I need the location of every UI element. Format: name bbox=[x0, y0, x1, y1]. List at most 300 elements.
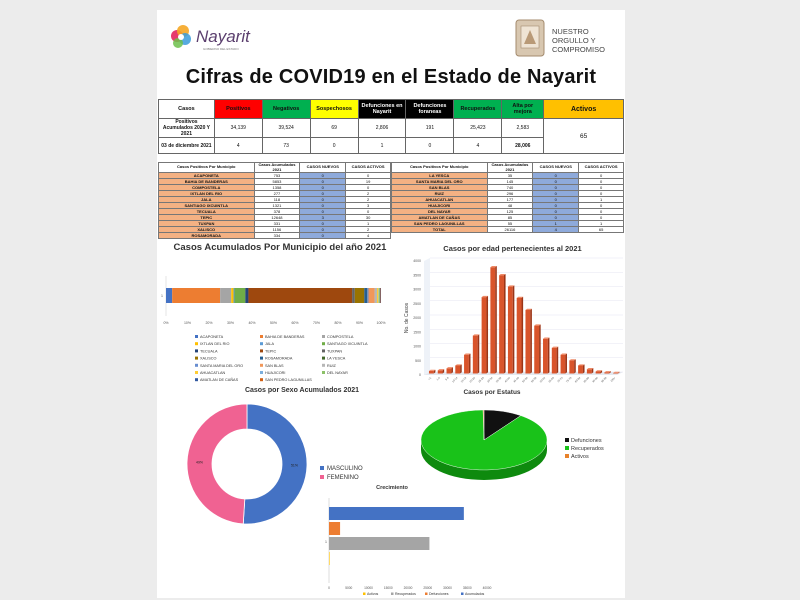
x-tick-label: 80% bbox=[334, 321, 342, 325]
legend-swatch bbox=[260, 371, 263, 374]
x-tick-label: 10-14 bbox=[451, 376, 459, 384]
row2-sospechosos: 0 bbox=[310, 138, 358, 154]
x-tick-label: 0 bbox=[328, 586, 330, 590]
legend-label: IXTLAN DEL RIO bbox=[200, 342, 230, 347]
summary-header-row bbox=[159, 100, 624, 119]
casos-acumulados: 118 bbox=[254, 197, 300, 203]
legend-swatch bbox=[260, 335, 263, 338]
casos-nuevos: 0 bbox=[533, 173, 579, 179]
muni-left-h0: Casos Positivos Por Municipio bbox=[159, 163, 255, 173]
municipio-name: LA YESCA bbox=[392, 173, 488, 179]
casos-acumulados: 145 bbox=[487, 179, 533, 185]
x-tick-label: 10000 bbox=[364, 586, 373, 590]
x-tick-label: 1-4 bbox=[436, 376, 441, 382]
x-tick-label: 60-64 bbox=[539, 376, 547, 384]
legend-swatch bbox=[260, 357, 263, 360]
casos-acumulados: 1358 bbox=[254, 185, 300, 191]
casos-activos: 2 bbox=[346, 197, 391, 203]
x-tick-label: 15-19 bbox=[460, 376, 468, 384]
casos-acumulados: 12648 bbox=[254, 215, 300, 221]
x-tick-label: 30000 bbox=[443, 586, 452, 590]
header-recuperados: Recuperados bbox=[454, 100, 502, 119]
y-tick-label: 2000 bbox=[413, 316, 421, 320]
chart-estatus bbox=[419, 400, 624, 500]
bar-segment-10 bbox=[364, 288, 367, 303]
bar-segment-18 bbox=[380, 288, 381, 303]
casos-nuevos: 0 bbox=[533, 197, 579, 203]
casos-nuevos: 0 bbox=[300, 209, 346, 215]
legend-swatch bbox=[260, 378, 263, 381]
chart-municipio-title: Casos Acumulados Por Municipio del año 2021 bbox=[173, 242, 387, 253]
row2-label: 03 de diciembre 2021 bbox=[159, 138, 215, 154]
header-defunciones-foraneas: Defunciones foraneas bbox=[406, 100, 454, 119]
legend-label: SANTIAGO IXCUINTLA bbox=[327, 342, 368, 347]
x-tick-label: 20% bbox=[205, 321, 213, 325]
x-tick-label: 60% bbox=[291, 321, 299, 325]
casos-nuevos: 0 bbox=[300, 221, 346, 227]
row1-negativos: 39,524 bbox=[262, 119, 310, 138]
casos-activos: 0 bbox=[346, 185, 391, 191]
legend-swatch bbox=[195, 349, 198, 352]
municipio-name: ROSAMORADA bbox=[159, 233, 255, 239]
summary-row-acumulados bbox=[159, 119, 624, 138]
crecimiento-bar-acumulados bbox=[329, 507, 464, 520]
row1-defunciones-nayarit: 2,806 bbox=[358, 119, 406, 138]
casos-activos: 0 bbox=[579, 215, 624, 221]
x-tick-label: 100+ bbox=[610, 376, 617, 383]
casos-nuevos: 0 bbox=[533, 179, 579, 185]
x-tick-label: 20-24 bbox=[469, 376, 476, 384]
muni-right-h2: CASOS NUEVOS bbox=[533, 163, 579, 173]
row2-alta: 28,006 bbox=[502, 138, 544, 154]
legend-swatch bbox=[322, 371, 325, 374]
bar-segment-3 bbox=[231, 288, 233, 303]
muni-left-header bbox=[159, 163, 391, 173]
x-tick-label: 65-69 bbox=[548, 376, 555, 384]
muni-left-h2: CASOS NUEVOS bbox=[300, 163, 346, 173]
age-bar bbox=[587, 368, 593, 373]
x-tick-label: 100% bbox=[376, 321, 386, 325]
casos-acumulados: 296 bbox=[487, 191, 533, 197]
legend-swatch bbox=[195, 378, 198, 381]
x-tick-label: 85-89 bbox=[583, 376, 591, 384]
activos-value: 65 bbox=[544, 119, 624, 154]
x-tick-label: 10% bbox=[183, 321, 192, 325]
age-bar bbox=[596, 370, 602, 373]
row1-alta: 2,583 bbox=[502, 119, 544, 138]
logo-right-line-3: COMPROMISO bbox=[552, 45, 605, 54]
casos-activos: 0 bbox=[579, 203, 624, 209]
casos-nuevos: 1 bbox=[533, 221, 579, 227]
row2-negativos: 73 bbox=[262, 138, 310, 154]
legend-label: DEL NAYAR bbox=[327, 371, 348, 375]
casos-nuevos: 3 bbox=[300, 215, 346, 221]
casos-nuevos: 0 bbox=[533, 203, 579, 209]
age-bar bbox=[517, 297, 523, 374]
y-tick-label: 3500 bbox=[413, 273, 421, 278]
page-title: Cifras de COVID19 en el Estado de Nayarit bbox=[185, 66, 597, 88]
casos-acumulados: 753 bbox=[254, 173, 300, 179]
age-bar bbox=[508, 285, 514, 373]
municipio-name: SAN PEDRO LAGUNILLAS bbox=[392, 221, 488, 227]
legend-label: LA YESCA bbox=[327, 356, 346, 361]
logo-right-line-1: NUESTRO bbox=[552, 27, 589, 36]
row1-defunciones-foraneas: 191 bbox=[406, 119, 454, 138]
legend-swatch bbox=[322, 335, 325, 338]
crecimiento-bar-recuperados bbox=[329, 537, 429, 550]
municipio-name: DEL NAYAR bbox=[392, 209, 488, 215]
chart-crecimiento-title: Crecimiento bbox=[376, 485, 408, 491]
bar-segment-6 bbox=[245, 288, 248, 303]
legend-label: ACAPONETA bbox=[200, 335, 224, 339]
municipio-name: XALISCO bbox=[159, 227, 255, 233]
x-tick-label: 35000 bbox=[462, 586, 472, 590]
logo-left-text: Nayarit bbox=[196, 27, 250, 46]
casos-nuevos: 0 bbox=[300, 173, 346, 179]
x-tick-label: 20000 bbox=[403, 586, 413, 590]
casos-acumulados: 177 bbox=[487, 197, 533, 203]
x-tick-label: 30% bbox=[226, 321, 235, 325]
x-tick-label: 50% bbox=[269, 321, 278, 325]
age-bar bbox=[569, 359, 575, 373]
legend-label: Activos bbox=[367, 592, 379, 596]
casos-activos: 4 bbox=[346, 233, 391, 239]
table-row bbox=[159, 233, 391, 239]
casos-activos: 1 bbox=[579, 197, 624, 203]
chart-edad-title: Casos por edad pertenecientes al 2021 bbox=[443, 244, 582, 253]
crecimiento-bar-activos bbox=[329, 552, 330, 565]
legend-swatch bbox=[425, 593, 428, 596]
casos-acumulados: 48 bbox=[487, 203, 533, 209]
legend-label: MASCULINO bbox=[327, 466, 363, 472]
muni-right-h1: Casos Acumulados 2021 bbox=[487, 163, 533, 173]
y-tick-label: 1500 bbox=[413, 330, 421, 335]
bar-segment-13 bbox=[368, 288, 374, 303]
age-bar bbox=[561, 353, 567, 373]
age-bar bbox=[438, 369, 444, 373]
municipio-name: JALA bbox=[159, 197, 255, 203]
municipio-name: HUAJICORI bbox=[392, 203, 488, 209]
header-positivos: Positivos bbox=[214, 100, 262, 119]
x-tick-label: <1 bbox=[427, 376, 433, 381]
header-sospechosos: Sospechosos bbox=[310, 100, 358, 119]
legend-swatch bbox=[260, 349, 263, 352]
legend-swatch bbox=[195, 335, 198, 338]
age-bar bbox=[455, 364, 461, 373]
x-tick-label: 90-94 bbox=[591, 376, 599, 384]
x-tick-label: 45-49 bbox=[513, 376, 520, 384]
muni-right-header bbox=[392, 163, 624, 173]
bar-segment-14 bbox=[375, 288, 377, 303]
age-bar bbox=[534, 324, 540, 373]
x-tick-label: 90% bbox=[355, 321, 364, 325]
muni-right-h3: CASOS ACTIVOS bbox=[579, 163, 624, 173]
age-bar bbox=[552, 347, 558, 374]
x-tick-label: 15000 bbox=[383, 586, 393, 590]
nayarit-logo bbox=[163, 16, 273, 56]
legend-label: Acumulados bbox=[465, 592, 485, 596]
legend-swatch bbox=[565, 446, 569, 450]
x-tick-label: 70% bbox=[312, 321, 321, 325]
casos-acumulados: 378 bbox=[254, 209, 300, 215]
legend-label: HUAJICORI bbox=[265, 371, 286, 375]
bar-segment-15 bbox=[377, 288, 378, 303]
legend-swatch bbox=[391, 593, 394, 596]
legend-swatch bbox=[260, 364, 263, 367]
legend-label: JALA bbox=[265, 342, 275, 347]
escudo-logo bbox=[512, 16, 620, 60]
casos-activos: 1 bbox=[579, 221, 624, 227]
legend-swatch bbox=[320, 466, 324, 470]
casos-acumulados: 740 bbox=[487, 185, 533, 191]
age-bar bbox=[525, 309, 531, 374]
muni-right-h0: Casos Positivos Por Municipio bbox=[392, 163, 488, 173]
bar-segment-4 bbox=[234, 288, 235, 303]
legend-label: XALISCO bbox=[200, 356, 217, 361]
casos-nuevos: 0 bbox=[300, 227, 346, 233]
casos-acumulados: 1156 bbox=[254, 227, 300, 233]
casos-nuevos: 0 bbox=[533, 209, 579, 215]
row2-recuperados: 4 bbox=[454, 138, 502, 154]
y-tick-label: 3000 bbox=[413, 287, 421, 292]
bar-segment-5 bbox=[235, 288, 246, 303]
y-tick-label: 1000 bbox=[413, 344, 421, 349]
casos-activos: 0 bbox=[346, 173, 391, 179]
casos-activos: 3 bbox=[346, 203, 391, 209]
table-row bbox=[392, 227, 624, 233]
legend-swatch bbox=[195, 357, 198, 360]
casos-activos: 30 bbox=[346, 215, 391, 221]
legend-label: SAN PEDRO LAGUNILLAS bbox=[265, 378, 312, 383]
casos-activos: 1 bbox=[346, 221, 391, 227]
municipio-name: TOTAL bbox=[392, 227, 488, 233]
x-tick-label: 50-54 bbox=[521, 376, 529, 384]
category-label: 1 bbox=[161, 294, 163, 298]
casos-nuevos: 0 bbox=[300, 197, 346, 203]
header-casos: Casos bbox=[159, 100, 215, 119]
legend-swatch bbox=[322, 357, 325, 360]
legend-label: Defunciones bbox=[429, 592, 449, 596]
legend-label: RUIZ bbox=[327, 363, 336, 368]
x-tick-label: 0% bbox=[163, 321, 169, 325]
age-bar bbox=[464, 353, 470, 373]
legend-label: AMATLAN DE CAÑAS bbox=[200, 378, 239, 383]
municipio-name: SANTA MARIA DEL ORO bbox=[392, 179, 488, 185]
bar-segment-8 bbox=[352, 288, 355, 303]
casos-activos: 0 bbox=[579, 209, 624, 215]
age-bar bbox=[429, 370, 435, 374]
casos-activos: 0 bbox=[579, 191, 624, 197]
casos-nuevos: 0 bbox=[300, 203, 346, 209]
logo-right-line-2: ORGULLO Y bbox=[552, 36, 596, 45]
chart-estatus-title: Casos por Estatus bbox=[463, 389, 521, 396]
bar-segment-0 bbox=[166, 288, 172, 303]
municipio-name: ACAPONETA bbox=[159, 173, 255, 179]
flower-icon bbox=[171, 25, 191, 48]
bar-segment-2 bbox=[220, 288, 231, 303]
casos-acumulados: 26116 bbox=[487, 227, 533, 233]
casos-activos: 0 bbox=[579, 185, 624, 191]
summary-table bbox=[158, 99, 624, 154]
casos-nuevos: 0 bbox=[533, 185, 579, 191]
casos-activos: 65 bbox=[579, 227, 624, 233]
row2-positivos: 4 bbox=[214, 138, 262, 154]
legend-swatch bbox=[363, 593, 366, 596]
x-tick-label: 40-44 bbox=[504, 376, 512, 384]
logo-left-sub: GOBIERNO DEL ESTADO bbox=[203, 47, 239, 51]
casos-nuevos: 0 bbox=[300, 191, 346, 197]
municipio-name: IXTLAN DEL RIO bbox=[159, 191, 255, 197]
x-tick-label: 30-34 bbox=[486, 376, 494, 384]
municipio-name: SAN BLAS bbox=[392, 185, 488, 191]
municipio-name: TUXPAN bbox=[159, 221, 255, 227]
legend-label: COMPOSTELA bbox=[327, 335, 354, 339]
bar-segment-7 bbox=[248, 288, 352, 303]
legend-swatch bbox=[195, 371, 198, 374]
casos-nuevos: 0 bbox=[533, 215, 579, 221]
age-bar bbox=[543, 338, 549, 374]
chart-edad bbox=[402, 253, 624, 388]
legend-label: TUXPAN bbox=[327, 349, 343, 354]
legend-swatch bbox=[322, 364, 325, 367]
casos-nuevos: 0 bbox=[533, 191, 579, 197]
x-tick-label: 70-74 bbox=[556, 376, 564, 384]
casos-acumulados: 331 bbox=[254, 221, 300, 227]
casos-acumulados: 35 bbox=[487, 173, 533, 179]
bar-segment-17 bbox=[379, 288, 380, 303]
x-tick-label: 5-9 bbox=[444, 376, 450, 382]
municipio-name: SANTIAGO IXCUINTLA bbox=[159, 203, 255, 209]
casos-activos: 0 bbox=[579, 173, 624, 179]
casos-activos: 0 bbox=[346, 209, 391, 215]
header-activos: Activos bbox=[544, 100, 624, 119]
municipio-name: TEPIC bbox=[159, 215, 255, 221]
legend-swatch bbox=[565, 454, 569, 458]
header-negativos: Negativos bbox=[262, 100, 310, 119]
casos-nuevos: 4 bbox=[533, 227, 579, 233]
category-label: 1 bbox=[325, 540, 327, 544]
shield-icon bbox=[516, 20, 544, 56]
municipio-name: TECUALA bbox=[159, 209, 255, 215]
legend-swatch bbox=[461, 593, 464, 596]
casos-activos: 2 bbox=[346, 227, 391, 233]
legend-swatch bbox=[320, 475, 324, 479]
x-tick-label: 25000 bbox=[423, 586, 433, 590]
y-tick-label: 0 bbox=[419, 373, 421, 377]
casos-acumulados: 85 bbox=[487, 215, 533, 221]
municipio-name: COMPOSTELA bbox=[159, 185, 255, 191]
casos-acumulados: 55 bbox=[487, 221, 533, 227]
infographic-sheet bbox=[157, 10, 625, 598]
age-bar bbox=[499, 274, 505, 374]
legend-swatch bbox=[565, 438, 569, 442]
legend-swatch bbox=[322, 349, 325, 352]
x-tick-label: 40000 bbox=[482, 586, 492, 590]
municipios-table-right bbox=[391, 162, 624, 233]
age-bar bbox=[473, 334, 479, 373]
y-axis-label: No. de Casos bbox=[404, 302, 410, 334]
legend-label: TECUALA bbox=[200, 349, 218, 354]
legend-label: SAN BLAS bbox=[265, 363, 284, 368]
legend-label: TEPIC bbox=[265, 349, 277, 354]
legend-label: SANTA MARIA DEL ORO bbox=[200, 363, 244, 368]
x-tick-label: 35-39 bbox=[495, 376, 503, 384]
legend-swatch bbox=[195, 364, 198, 367]
x-tick-label: 55-59 bbox=[530, 376, 538, 384]
legend-label: FEMENINO bbox=[327, 475, 359, 481]
row1-positivos: 34,139 bbox=[214, 119, 262, 138]
bar-segment-12 bbox=[367, 288, 368, 303]
header-alta-por-mejora: Alta por mejora bbox=[502, 100, 544, 119]
row2-defunciones-foraneas: 0 bbox=[406, 138, 454, 154]
legend-label: Activos bbox=[571, 454, 589, 460]
legend-swatch bbox=[195, 342, 198, 345]
chart-sexo-title: Casos por Sexo Acumulados 2021 bbox=[244, 387, 360, 394]
casos-acumulados: 125 bbox=[487, 209, 533, 215]
municipio-name: AMATLAN DE CAÑAS bbox=[392, 215, 488, 221]
muni-left-h3: CASOS ACTIVOS bbox=[346, 163, 391, 173]
casos-acumulados: 277 bbox=[254, 191, 300, 197]
casos-acumulados: 1321 bbox=[254, 203, 300, 209]
casos-nuevos: 0 bbox=[300, 185, 346, 191]
casos-activos: 2 bbox=[346, 191, 391, 197]
y-tick-label: 500 bbox=[415, 358, 421, 363]
row1-recuperados: 25,423 bbox=[454, 119, 502, 138]
legend-label: ROSAMORADA bbox=[265, 356, 293, 361]
y-tick-label: 4000 bbox=[413, 259, 421, 263]
x-tick-label: 75-79 bbox=[565, 376, 573, 384]
x-tick-label: 95-99 bbox=[600, 376, 608, 384]
legend-label: Defunciones bbox=[571, 438, 602, 444]
age-bar bbox=[447, 367, 453, 373]
crecimiento-bar-defunciones bbox=[329, 522, 340, 535]
slice-label: 51% bbox=[290, 463, 298, 468]
legend-label: BAHIA DE BANDERAS bbox=[265, 335, 305, 339]
row1-label: Positivos Acumulados 2020 Y 2021 bbox=[159, 119, 215, 138]
muni-left-h1: Casos Acumulados 2021 bbox=[254, 163, 300, 173]
bar-segment-9 bbox=[355, 288, 364, 303]
municipios-table-left bbox=[158, 162, 391, 239]
legend-swatch bbox=[322, 342, 325, 345]
legend-label: AHUACATLAN bbox=[200, 371, 226, 375]
casos-nuevos: 0 bbox=[300, 233, 346, 239]
x-tick-label: 80-84 bbox=[574, 376, 582, 384]
casos-activos: 0 bbox=[579, 179, 624, 185]
casos-nuevos: 0 bbox=[300, 179, 346, 185]
chart-crecimiento bbox=[285, 493, 500, 598]
age-bar bbox=[490, 266, 496, 374]
municipio-name: RUIZ bbox=[392, 191, 488, 197]
legend-swatch bbox=[260, 342, 263, 345]
bar-segment-1 bbox=[172, 288, 220, 303]
y-tick-label: 2500 bbox=[413, 301, 421, 306]
x-tick-label: 40% bbox=[248, 321, 256, 325]
legend-label: Recuperados bbox=[571, 446, 604, 452]
header-defunciones-nayarit: Defunciones en Nayarit bbox=[358, 100, 406, 119]
municipio-name: BAHIA DE BANDERAS bbox=[159, 179, 255, 185]
casos-acumulados: 334 bbox=[254, 233, 300, 239]
legend-label: Recuperados bbox=[395, 592, 416, 596]
x-tick-label: 5000 bbox=[345, 586, 353, 590]
age-bar bbox=[578, 364, 584, 373]
x-tick-label: 25-29 bbox=[477, 376, 485, 384]
casos-activos: 19 bbox=[346, 179, 391, 185]
row2-defunciones-nayarit: 1 bbox=[358, 138, 406, 154]
chart-municipio bbox=[157, 268, 392, 398]
row1-sospechosos: 69 bbox=[310, 119, 358, 138]
casos-acumulados: 5853 bbox=[254, 179, 300, 185]
age-bar bbox=[482, 296, 488, 374]
